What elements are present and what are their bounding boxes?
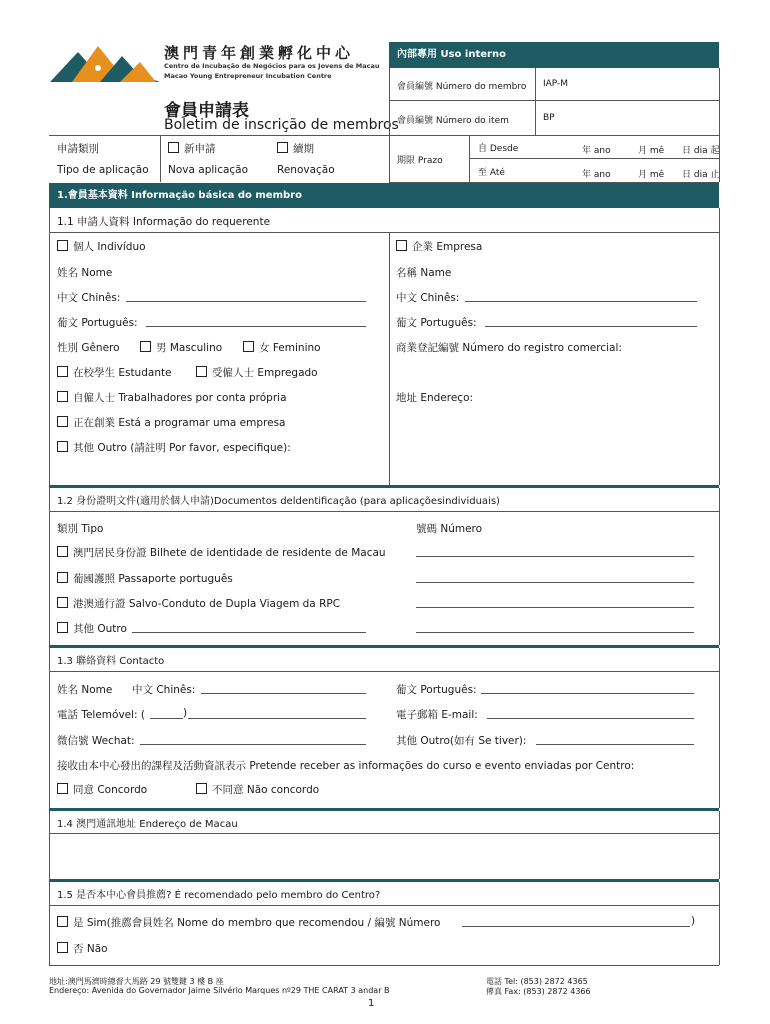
doc-macau-id-option[interactable] bbox=[57, 545, 386, 560]
individual-portuguese-label: 葡文 Português: bbox=[57, 317, 138, 329]
recommended-no-label: 否 Não bbox=[73, 943, 108, 955]
student-option[interactable] bbox=[57, 365, 172, 380]
from-year[interactable]: 年 ano bbox=[582, 146, 611, 156]
internal-use-header: 內部專用 Uso interno bbox=[389, 42, 719, 68]
renewal-option[interactable] bbox=[277, 141, 314, 156]
recommender-number-field[interactable] bbox=[462, 926, 690, 927]
logo-mountain-icon bbox=[50, 40, 160, 86]
consent-disagree-checkbox[interactable] bbox=[196, 783, 207, 794]
starting-business-option[interactable] bbox=[57, 415, 285, 430]
individual-name-label: 姓名 Nome bbox=[57, 267, 113, 279]
employed-label: 受僱人士 Empregado bbox=[212, 367, 318, 379]
student-checkbox[interactable] bbox=[57, 366, 68, 377]
doc-pt-passport-checkbox[interactable] bbox=[57, 572, 68, 583]
wechat-label: 微信號 Wechat: bbox=[57, 735, 135, 747]
new-application-label: 新申請 bbox=[184, 143, 216, 155]
doc-other-label: 其他 Outro bbox=[73, 623, 127, 635]
section-1-header: 1.會員基本資料 Informação básica do membro bbox=[49, 183, 719, 208]
gender-female-option[interactable] bbox=[243, 340, 321, 355]
email-field[interactable] bbox=[487, 718, 694, 719]
doc-pt-passport-number-field[interactable] bbox=[416, 582, 694, 583]
company-label: 企業 Empresa bbox=[412, 241, 483, 253]
self-employed-checkbox[interactable] bbox=[57, 391, 68, 402]
student-label: 在校學生 Estudante bbox=[73, 367, 172, 379]
macau-address-field[interactable] bbox=[50, 834, 718, 878]
doc-other-option[interactable] bbox=[57, 621, 127, 636]
new-application-checkbox[interactable] bbox=[168, 142, 179, 153]
doc-macau-id-label: 澳門居民身份證 Bilhete de identidade de residente de Macau bbox=[73, 547, 386, 559]
other-contact-field[interactable] bbox=[536, 744, 694, 745]
other-occupation-label: 其他 Outro (請註明 Por favor, especifique): bbox=[73, 442, 291, 454]
section-1-5-title: 1.5 是否本中心會員推薦? É recomendado pelo membro do Centro? bbox=[57, 890, 381, 901]
document-type-label: 類別 Tipo bbox=[57, 523, 104, 535]
period-to-label: 至 Até bbox=[478, 168, 505, 178]
doc-travel-permit-option[interactable] bbox=[57, 596, 340, 611]
phone-close-paren: ) bbox=[183, 707, 188, 719]
gender-male-checkbox[interactable] bbox=[140, 341, 151, 352]
form-title-pt: Boletim de inscrição de membros bbox=[164, 117, 399, 133]
individual-portuguese-field[interactable] bbox=[146, 326, 366, 327]
contact-chinese-label: 中文 Chinês: bbox=[132, 684, 196, 696]
contact-portuguese-field[interactable] bbox=[481, 693, 694, 694]
logo-text-zh: 澳門青年創業孵化中心 bbox=[164, 44, 355, 62]
to-day[interactable]: 日 dia 止 bbox=[682, 170, 720, 180]
doc-pt-passport-label: 葡國護照 Passaporte português bbox=[73, 573, 233, 585]
renewal-checkbox[interactable] bbox=[277, 142, 288, 153]
starting-business-checkbox[interactable] bbox=[57, 416, 68, 427]
doc-other-type-field[interactable] bbox=[132, 632, 366, 633]
to-year[interactable]: 年 ano bbox=[582, 170, 611, 180]
contact-portuguese-label: 葡文 Português: bbox=[396, 684, 477, 696]
company-chinese-label: 中文 Chinês: bbox=[396, 292, 460, 304]
consent-agree-checkbox[interactable] bbox=[57, 783, 68, 794]
logo-text-pt: Centro de Incubação de Negócios para os Jovens de Macau bbox=[164, 62, 380, 70]
application-type-zh: 申請類別 bbox=[57, 143, 99, 155]
logo-text-en: Macao Young Entrepreneur Incubation Centre bbox=[164, 72, 332, 80]
phone-number-field[interactable] bbox=[188, 718, 366, 719]
period-label: 期限 Prazo bbox=[397, 156, 443, 166]
individual-chinese-field[interactable] bbox=[126, 301, 366, 302]
logo bbox=[50, 40, 160, 86]
consent-agree-label: 同意 Concordo bbox=[73, 784, 148, 796]
contact-chinese-field[interactable] bbox=[201, 693, 366, 694]
new-application-option[interactable] bbox=[168, 141, 216, 156]
company-option[interactable] bbox=[396, 239, 482, 254]
doc-pt-passport-option[interactable] bbox=[57, 571, 233, 586]
section-1-3-title: 1.3 聯絡資料 Contacto bbox=[57, 656, 165, 667]
item-number-label: 會員編號 Número do item bbox=[397, 116, 509, 126]
form-title-zh: 會員申請表 bbox=[164, 101, 249, 121]
gender-label: 性別 Gênero bbox=[57, 342, 120, 354]
individual-label: 個人 Indivíduo bbox=[73, 241, 146, 253]
from-month[interactable]: 月 mê bbox=[638, 146, 665, 156]
gender-female-label: 女 Feminino bbox=[259, 342, 321, 354]
employed-checkbox[interactable] bbox=[196, 366, 207, 377]
company-portuguese-label: 葡文 Português: bbox=[396, 317, 477, 329]
registration-number-label: 商業登記編號 Número do registro comercial: bbox=[396, 342, 622, 354]
gender-female-checkbox[interactable] bbox=[243, 341, 254, 352]
renewal-label: 續期 bbox=[293, 143, 314, 155]
individual-option[interactable] bbox=[57, 239, 146, 254]
footer-tel: 電話 Tel: (853) 2872 4365 bbox=[486, 977, 588, 986]
email-label: 電子郵箱 E-mail: bbox=[396, 709, 478, 721]
phone-area-code-field[interactable] bbox=[150, 718, 183, 719]
employed-option[interactable] bbox=[196, 365, 318, 380]
consent-disagree-label: 不同意 Não concordo bbox=[212, 784, 320, 796]
application-type-pt: Tipo de aplicação bbox=[57, 164, 149, 176]
other-occupation-option[interactable] bbox=[57, 440, 291, 455]
item-number-value[interactable]: BP bbox=[543, 113, 555, 123]
recommended-close-paren: ) bbox=[691, 915, 696, 927]
recommended-no-option[interactable] bbox=[57, 941, 108, 956]
footer-fax: 傳真 Fax: (853) 2872 4366 bbox=[486, 987, 591, 996]
page-number: 1 bbox=[368, 998, 375, 1009]
individual-checkbox[interactable] bbox=[57, 240, 68, 251]
company-checkbox[interactable] bbox=[396, 240, 407, 251]
individual-chinese-label: 中文 Chinês: bbox=[57, 292, 121, 304]
other-contact-label: 其他 Outro(如有 Se tiver): bbox=[396, 735, 527, 747]
document-number-label: 號碼 Número bbox=[416, 523, 483, 535]
doc-macau-id-checkbox[interactable] bbox=[57, 546, 68, 557]
doc-travel-permit-checkbox[interactable] bbox=[57, 597, 68, 608]
other-occupation-checkbox[interactable] bbox=[57, 441, 68, 452]
doc-macau-id-number-field[interactable] bbox=[416, 556, 694, 557]
recommended-yes-label: 是 Sim(推薦會員姓名 Nome do membro que recomendou / 編號 Número bbox=[73, 917, 441, 929]
self-employed-label: 自僱人士 Trabalhadores por conta própria bbox=[73, 392, 287, 404]
consent-disagree-option[interactable] bbox=[196, 782, 319, 797]
company-name-label: 名稱 Name bbox=[396, 267, 452, 279]
gender-male-label: 男 Masculino bbox=[156, 342, 223, 354]
consent-question: 接收由本中心發出的課程及活動資訊表示 Pretende receber as informações do curso e evento enviadas por Centro: bbox=[57, 760, 635, 772]
recommended-yes-option[interactable] bbox=[57, 915, 440, 930]
recommended-yes-checkbox[interactable] bbox=[57, 916, 68, 927]
member-number-value[interactable]: IAP-M bbox=[543, 79, 569, 89]
doc-travel-permit-number-field[interactable] bbox=[416, 607, 694, 608]
company-portuguese-field[interactable] bbox=[485, 326, 697, 327]
doc-other-checkbox[interactable] bbox=[57, 622, 68, 633]
phone-label: 電話 Telemóvel: ( bbox=[57, 709, 146, 721]
company-address-label: 地址 Endereço: bbox=[396, 392, 474, 404]
to-month[interactable]: 月 mê bbox=[638, 170, 665, 180]
recommended-no-checkbox[interactable] bbox=[57, 942, 68, 953]
company-chinese-field[interactable] bbox=[465, 301, 697, 302]
member-number-label: 會員編號 Número do membro bbox=[397, 82, 527, 92]
period-from-label: 自 Desde bbox=[478, 144, 519, 154]
footer-address-zh: 地址:澳門馬濟時總督大馬路 29 號雙鍵 3 樓 B 座 bbox=[49, 977, 224, 986]
consent-agree-option[interactable] bbox=[57, 782, 147, 797]
starting-business-label: 正在創業 Está a programar uma empresa bbox=[73, 417, 286, 429]
doc-travel-permit-label: 港澳通行證 Salvo-Conduto de Dupla Viagem da RPC bbox=[73, 598, 341, 610]
gender-male-option[interactable] bbox=[140, 340, 222, 355]
section-1-1-title: 1.1 申請人資料 Informação do requerente bbox=[57, 216, 271, 228]
wechat-field[interactable] bbox=[140, 744, 366, 745]
section-1-4-title: 1.4 澳門通訊地址 Endereço de Macau bbox=[57, 819, 238, 830]
from-day[interactable]: 日 dia 起 bbox=[682, 146, 720, 156]
renewal-pt: Renovação bbox=[277, 164, 335, 176]
doc-other-number-field[interactable] bbox=[416, 632, 694, 633]
new-application-pt: Nova aplicação bbox=[168, 164, 249, 176]
section-1-2-title: 1.2 身份證明文件(適用於個人申請)Documentos deldentificação (para aplicaçõesindividuais) bbox=[57, 496, 500, 507]
self-employed-option[interactable] bbox=[57, 390, 287, 405]
contact-name-label: 姓名 Nome bbox=[57, 684, 113, 696]
footer-address-pt: Endereço: Avenida do Governador Jaime Silvério Marques nº29 THE CARAT 3 andar B bbox=[49, 986, 390, 995]
